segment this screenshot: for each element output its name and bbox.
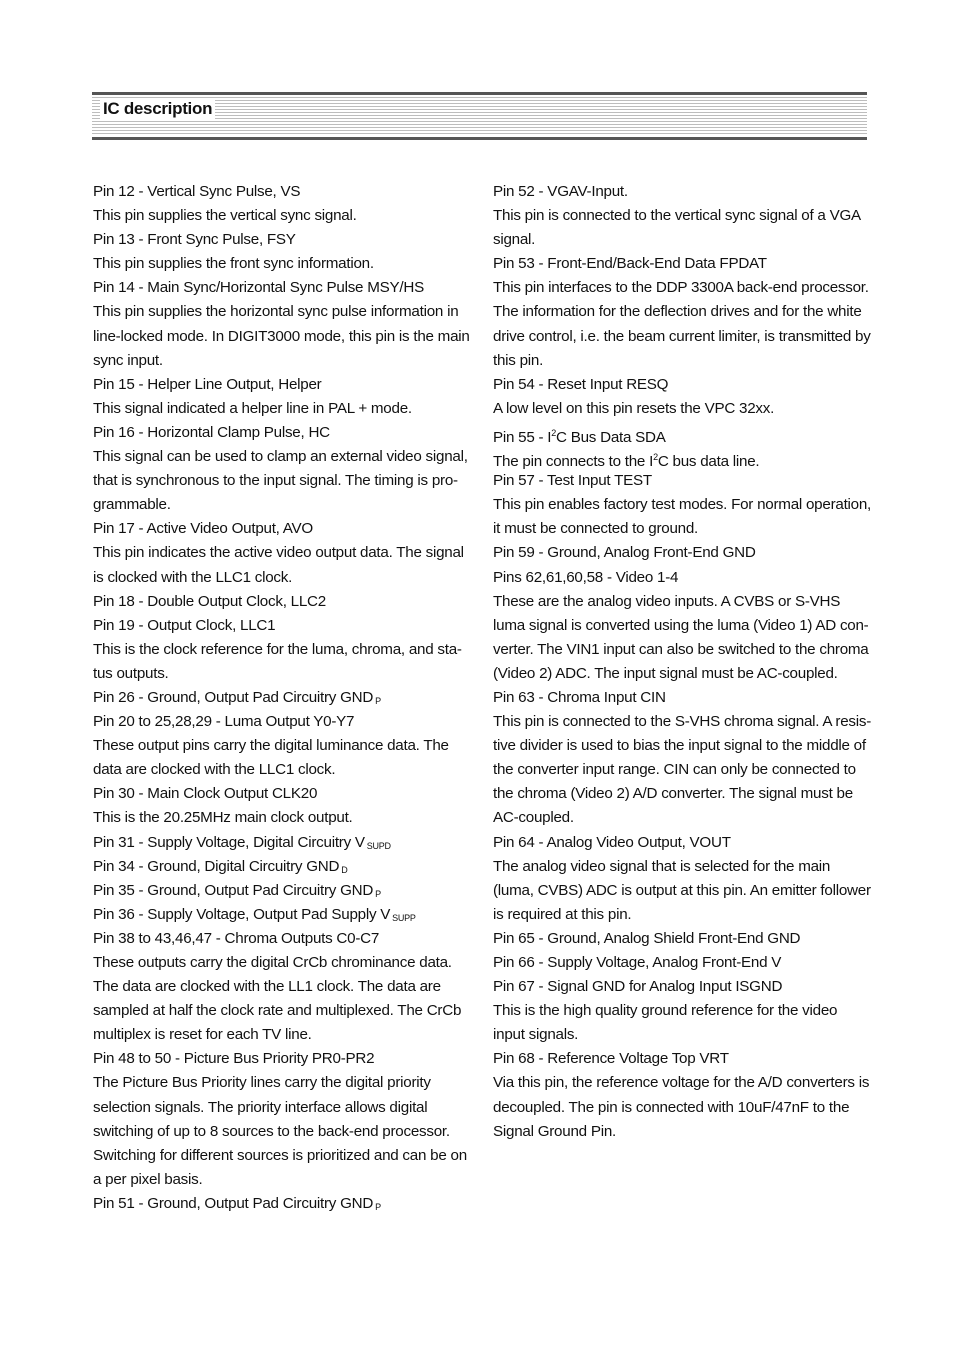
line-text: Pin 52 - VGAV-Input. xyxy=(493,183,628,200)
text-line xyxy=(493,204,871,228)
line-text: decoupled. The pin is connected with 10uF/47nF to the xyxy=(493,1098,850,1116)
line-text: Pin 36 - Supply Voltage, Output Pad Supply V xyxy=(93,905,391,923)
line-text: Pin 31 - Supply Voltage, Digital Circuitry V xyxy=(93,833,365,851)
line-text: This is the 20.25MHz main clock output. xyxy=(93,809,353,827)
line-text: sync input. xyxy=(93,351,163,369)
text-line xyxy=(493,614,871,638)
line-text: This pin indicates the active video output data. The signal xyxy=(93,544,464,562)
text-line xyxy=(93,541,471,565)
text-line xyxy=(93,469,471,493)
text-line xyxy=(493,445,871,469)
text-line xyxy=(93,855,471,879)
text-line xyxy=(93,686,471,710)
text-line xyxy=(93,1047,471,1071)
line-text: The analog video signal that is selected for the main xyxy=(493,857,831,875)
text-line xyxy=(93,252,471,276)
text-line xyxy=(493,300,871,324)
line-text-continued: C Bus Data SDA xyxy=(556,428,666,446)
text-line xyxy=(493,758,871,782)
line-text: The information for the deflection drives and for the white xyxy=(493,303,862,321)
text-line xyxy=(93,614,471,638)
line-text: selection signals. The priority interface allows digital xyxy=(93,1098,428,1116)
text-line xyxy=(493,228,871,252)
line-text: The Picture Bus Priority lines carry the digital priority xyxy=(93,1074,431,1092)
text-line xyxy=(493,927,871,951)
text-line xyxy=(93,1023,471,1047)
subscript: P xyxy=(375,695,381,706)
text-line xyxy=(93,566,471,590)
line-text: Pin 66 - Supply Voltage, Analog Front-End V xyxy=(493,954,782,971)
line-text: Pin 13 - Front Sync Pulse, FSY xyxy=(93,231,296,249)
text-line xyxy=(493,517,871,541)
text-line xyxy=(493,421,871,445)
line-text: This pin is connected to the S-VHS chroma signal. A resis- xyxy=(493,713,872,731)
text-line xyxy=(493,180,871,204)
text-line xyxy=(493,710,871,734)
line-text: Pin 20 to 25,28,29 - Luma Output Y0-Y7 xyxy=(93,713,355,731)
text-line xyxy=(93,276,471,300)
text-line xyxy=(493,252,871,276)
line-text: These are the analog video inputs. A CVBS or S-VHS xyxy=(493,592,841,610)
line-text: Pin 12 - Vertical Sync Pulse, VS xyxy=(93,183,301,200)
subscript: SUPP xyxy=(392,912,416,923)
line-text: sampled at half the clock rate and multiplexed. The CrCb xyxy=(93,1002,462,1020)
line-text: grammable. xyxy=(93,496,171,514)
line-text: signal. xyxy=(493,231,536,249)
line-text: Pin 59 - Ground, Analog Front-End GND xyxy=(493,544,756,562)
header-top-rule xyxy=(92,92,867,95)
line-text: This is the clock reference for the luma, chroma, and sta- xyxy=(93,640,462,658)
line-text: These outputs carry the digital CrCb chrominance data. xyxy=(93,954,452,971)
text-line xyxy=(93,879,471,903)
line-text: Pin 15 - Helper Line Output, Helper xyxy=(93,375,322,393)
line-text: switching of up to 8 sources to the back-end processor. xyxy=(93,1122,450,1140)
line-text: Pin 30 - Main Clock Output CLK20 xyxy=(93,785,318,803)
line-text: is required at this pin. xyxy=(493,905,632,923)
text-line xyxy=(93,782,471,806)
text-line xyxy=(493,541,871,565)
line-text: Pin 65 - Ground, Analog Shield Front-End GND xyxy=(493,929,801,947)
left-column xyxy=(93,180,471,1216)
line-text: Pin 67 - Signal GND for Analog Input ISGND xyxy=(493,978,783,996)
line-text: the converter input range. CIN can only be connected to xyxy=(493,761,856,779)
text-line xyxy=(493,469,871,493)
superscript: 2 xyxy=(653,452,658,463)
line-text: This pin supplies the front sync information. xyxy=(93,255,374,273)
text-line xyxy=(93,228,471,252)
text-line xyxy=(93,806,471,830)
text-line xyxy=(493,1023,871,1047)
line-text: Pin 63 - Chroma Input CIN xyxy=(493,688,666,706)
section-title: IC description xyxy=(100,99,215,119)
text-line xyxy=(493,855,871,879)
text-line xyxy=(493,686,871,710)
header-bottom-rule xyxy=(92,137,867,140)
text-line xyxy=(93,927,471,951)
superscript: 2 xyxy=(551,427,557,438)
line-text: Pin 34 - Ground, Digital Circuitry GND xyxy=(93,857,340,875)
text-line xyxy=(493,734,871,758)
text-line xyxy=(93,373,471,397)
text-line xyxy=(93,397,471,421)
line-text: This pin is connected to the vertical sync signal of a VGA xyxy=(493,207,861,225)
text-line xyxy=(493,325,871,349)
section-header xyxy=(92,92,867,140)
text-line xyxy=(493,806,871,830)
line-text: Pin 17 - Active Video Output, AVO xyxy=(93,520,313,538)
text-line xyxy=(493,493,871,517)
line-text: Pin 57 - Test Input TEST xyxy=(493,472,652,490)
line-text: luma signal is converted using the luma (Video 1) AD con- xyxy=(493,616,869,634)
line-text: multiplex is reset for each TV line. xyxy=(93,1026,312,1044)
text-line xyxy=(493,566,871,590)
line-text: Pins 62,61,60,58 - Video 1-4 xyxy=(493,568,679,586)
text-line xyxy=(493,590,871,614)
text-line xyxy=(493,1120,871,1144)
text-line xyxy=(493,903,871,927)
line-text-continued: C bus data line. xyxy=(657,453,760,471)
text-line xyxy=(493,975,871,999)
line-text: Pin 64 - Analog Video Output, VOUT xyxy=(493,833,731,851)
line-text: Pin 18 - Double Output Clock, LLC2 xyxy=(93,592,326,610)
line-text: This pin interfaces to the DDP 3300A back-end processor. xyxy=(493,279,869,297)
line-text: Via this pin, the reference voltage for the A/D converters is xyxy=(493,1074,870,1092)
line-text: data are clocked with the LLC1 clock. xyxy=(93,761,336,779)
line-text: Pin 35 - Ground, Output Pad Circuitry GND xyxy=(93,881,374,899)
line-text: a per pixel basis. xyxy=(93,1170,203,1188)
line-text: line-locked mode. In DIGIT3000 mode, this pin is the main xyxy=(93,327,470,345)
text-line xyxy=(93,204,471,228)
text-line xyxy=(93,734,471,758)
line-text: The pin connects to the I xyxy=(493,453,654,471)
line-text: The data are clocked with the LL1 clock. The data are xyxy=(93,978,441,996)
text-line xyxy=(93,903,471,927)
text-line xyxy=(93,758,471,782)
line-text: Pin 55 - I xyxy=(493,428,552,446)
text-line xyxy=(93,180,471,204)
line-text: tus outputs. xyxy=(93,664,169,682)
line-text: This signal indicated a helper line in PAL + mode. xyxy=(93,399,412,417)
text-line xyxy=(93,1120,471,1144)
text-line xyxy=(493,831,871,855)
line-text: This pin supplies the vertical sync signal. xyxy=(93,207,357,225)
text-line xyxy=(93,1071,471,1095)
text-line xyxy=(493,999,871,1023)
text-line xyxy=(93,662,471,686)
text-line xyxy=(93,1192,471,1216)
subscript: SUPD xyxy=(366,840,391,851)
line-text: These output pins carry the digital luminance data. The xyxy=(93,737,449,755)
text-line xyxy=(93,325,471,349)
right-column xyxy=(493,180,871,1144)
text-line xyxy=(493,951,871,975)
line-text: Pin 14 - Main Sync/Horizontal Sync Pulse MSY/HS xyxy=(93,279,424,297)
line-text: verter. The VIN1 input can also be switched to the chroma xyxy=(493,640,869,658)
subscript: P xyxy=(375,1201,381,1212)
line-text: it must be connected to ground. xyxy=(493,520,699,538)
line-text: (Video 2) ADC. The input signal must be AC-coupled. xyxy=(493,664,838,682)
subscript: D xyxy=(341,864,348,875)
line-text: This pin enables factory test modes. For normal operation, xyxy=(493,496,872,514)
line-text: is clocked with the LLC1 clock. xyxy=(93,568,293,586)
line-text: Pin 26 - Ground, Output Pad Circuitry GND xyxy=(93,688,374,706)
text-line xyxy=(493,1047,871,1071)
text-line xyxy=(93,831,471,855)
line-text: AC-coupled. xyxy=(493,809,574,827)
text-line xyxy=(93,951,471,975)
text-line xyxy=(93,300,471,324)
text-line xyxy=(93,975,471,999)
line-text: Pin 38 to 43,46,47 - Chroma Outputs C0-C7 xyxy=(93,929,380,947)
text-line xyxy=(93,517,471,541)
text-line xyxy=(93,421,471,445)
line-text: Pin 48 to 50 - Picture Bus Priority PR0-PR2 xyxy=(93,1050,375,1068)
line-text: Pin 51 - Ground, Output Pad Circuitry GND xyxy=(93,1194,374,1212)
text-line xyxy=(493,638,871,662)
text-line xyxy=(93,710,471,734)
text-line xyxy=(93,493,471,517)
line-text: Pin 19 - Output Clock, LLC1 xyxy=(93,616,276,634)
text-line xyxy=(493,373,871,397)
line-text: the chroma (Video 2) A/D converter. The signal must be xyxy=(493,785,853,803)
line-text: (luma, CVBS) ADC is output at this pin. An emitter follower xyxy=(493,881,871,899)
line-text: This signal can be used to clamp an external video signal, xyxy=(93,448,468,466)
text-line xyxy=(93,999,471,1023)
line-text: this pin. xyxy=(493,351,544,369)
text-line xyxy=(93,445,471,469)
text-line xyxy=(93,1144,471,1168)
text-line xyxy=(93,590,471,614)
line-text: that is synchronous to the input signal. The timing is pro- xyxy=(93,472,458,490)
line-text: This is the high quality ground reference for the video xyxy=(493,1002,838,1020)
text-line xyxy=(493,662,871,686)
text-line xyxy=(93,349,471,373)
text-line xyxy=(493,349,871,373)
subscript: P xyxy=(375,888,381,899)
text-line xyxy=(93,638,471,662)
line-text: Signal Ground Pin. xyxy=(493,1122,616,1140)
text-line xyxy=(493,879,871,903)
text-line xyxy=(493,782,871,806)
line-text: input signals. xyxy=(493,1026,579,1044)
text-line xyxy=(493,1071,871,1095)
line-text: Pin 16 - Horizontal Clamp Pulse, HC xyxy=(93,423,330,441)
line-text: Pin 53 - Front-End/Back-End Data FPDAT xyxy=(493,255,767,273)
text-line xyxy=(493,276,871,300)
text-line xyxy=(493,1096,871,1120)
line-text: Pin 54 - Reset Input RESQ xyxy=(493,375,669,393)
line-text: tive divider is used to bias the input signal to the middle of xyxy=(493,737,866,755)
text-line xyxy=(93,1096,471,1120)
line-text: drive control, i.e. the beam current limiter, is transmitted by xyxy=(493,327,871,345)
text-line xyxy=(93,1168,471,1192)
line-text: A low level on this pin resets the VPC 32xx. xyxy=(493,399,775,417)
text-line xyxy=(493,397,871,421)
line-text: Pin 68 - Reference Voltage Top VRT xyxy=(493,1050,729,1068)
line-text: This pin supplies the horizontal sync pulse information in xyxy=(93,303,459,321)
line-text: Switching for different sources is prioritized and can be on xyxy=(93,1146,467,1164)
